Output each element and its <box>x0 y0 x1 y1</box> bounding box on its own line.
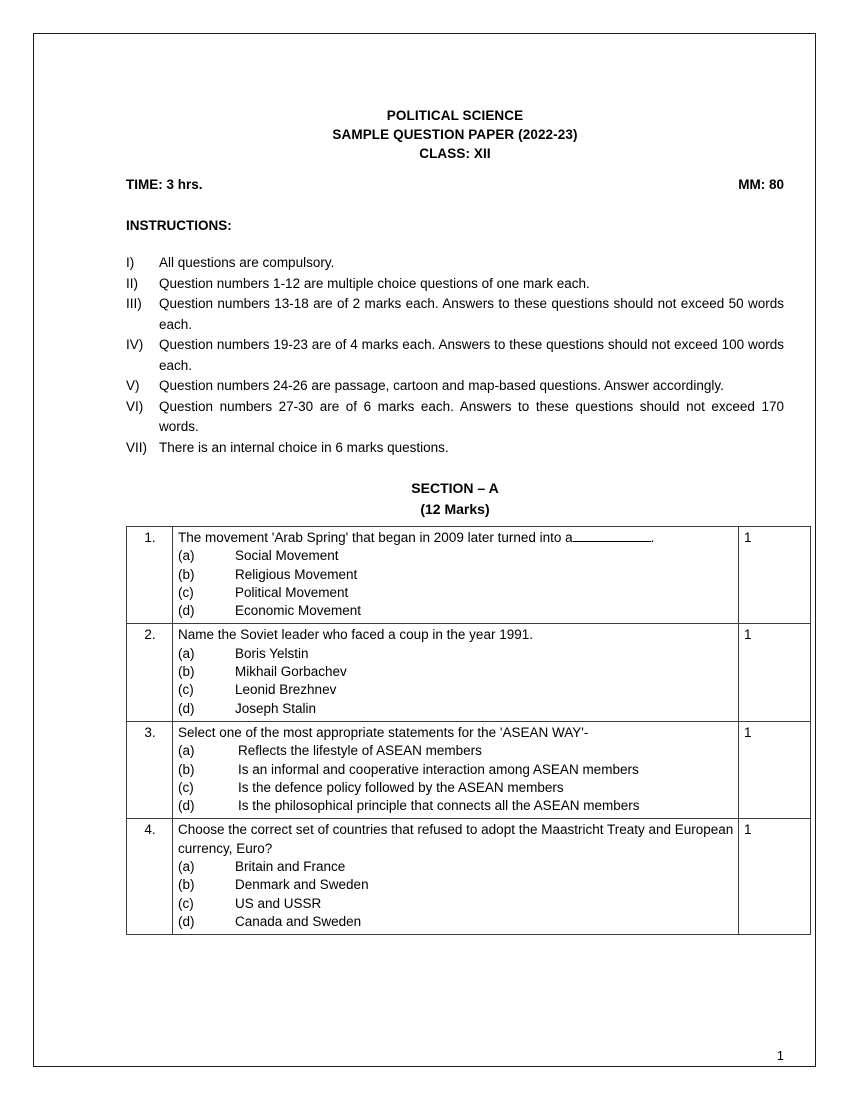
instruction-item <box>126 294 784 335</box>
option-row <box>178 913 734 931</box>
option-label: (b) <box>178 877 195 893</box>
question-body <box>173 527 739 624</box>
table-row <box>127 527 811 624</box>
instruction-number: II) <box>126 275 138 291</box>
time-marks-row <box>126 177 784 192</box>
instruction-text: Question numbers 24-26 are passage, cartoon and map-based questions. Answer accordingly. <box>159 378 724 393</box>
instruction-item <box>126 335 784 376</box>
instruction-text: Question numbers 27-30 are of 6 marks each. Answers to these questions should not exceed 170 words. <box>159 398 784 434</box>
questions-table <box>126 526 811 935</box>
option-label: (c) <box>178 584 194 600</box>
option-text: Political Movement <box>235 584 349 600</box>
instruction-item <box>126 253 784 274</box>
instruction-item <box>126 274 784 295</box>
option-row <box>178 566 734 584</box>
option-row <box>178 797 734 815</box>
option-text: Religious Movement <box>235 566 358 582</box>
instruction-number: V) <box>126 378 140 393</box>
instruction-item <box>126 438 784 459</box>
question-number: 2. <box>127 624 173 721</box>
table-row <box>127 624 811 721</box>
question-stem-text: The movement 'Arab Spring' that began in 2009 later turned into a <box>178 530 573 545</box>
option-text: Is an informal and cooperative interaction among ASEAN members <box>238 761 639 777</box>
option-row <box>178 742 734 760</box>
question-body <box>173 721 739 818</box>
instruction-text: Question numbers 19-23 are of 4 marks each. Answers to these questions should not exceed 100 words each. <box>159 337 784 373</box>
option-text: Joseph Stalin <box>235 700 317 716</box>
instruction-number: VII) <box>126 439 148 455</box>
option-label: (a) <box>178 859 195 875</box>
option-text: Economic Movement <box>235 603 362 619</box>
option-row <box>178 858 734 876</box>
question-marks: 1 <box>739 624 811 721</box>
option-label: (c) <box>178 895 194 911</box>
option-row <box>178 700 734 718</box>
option-text: Is the defence policy followed by the ASEAN members <box>238 779 564 795</box>
table-row <box>127 819 811 935</box>
option-label: (b) <box>178 761 195 777</box>
option-row <box>178 876 734 894</box>
option-label: (a) <box>178 743 195 759</box>
option-label: (d) <box>178 700 195 716</box>
option-row <box>178 681 734 699</box>
option-row <box>178 547 734 565</box>
option-label: (d) <box>178 603 195 619</box>
instructions-list <box>126 253 784 458</box>
instruction-number: I) <box>126 255 135 270</box>
question-number: 4. <box>127 819 173 935</box>
option-row <box>178 779 734 797</box>
max-marks-label: MM: 80 <box>738 177 784 192</box>
instruction-text: Question numbers 13-18 are of 2 marks each. Answers to these questions should not exceed 50 words each. <box>159 296 784 332</box>
instruction-number: III) <box>126 296 142 311</box>
option-row <box>178 895 734 913</box>
option-text: Denmark and Sweden <box>235 877 369 893</box>
page-content <box>126 34 784 1063</box>
question-body <box>173 624 739 721</box>
page-number: 1 <box>776 1048 784 1063</box>
instruction-number: IV) <box>126 337 144 352</box>
instruction-text: All questions are compulsory. <box>159 255 335 270</box>
question-body <box>173 819 739 935</box>
page-border <box>33 33 816 1067</box>
paper-class: CLASS: XII <box>419 146 491 161</box>
instruction-number: VI) <box>126 398 144 414</box>
question-stem: Name the Soviet leader who faced a coup in the year 1991. <box>178 627 533 643</box>
section-heading <box>126 478 784 520</box>
question-stem <box>178 529 734 547</box>
question-marks: 1 <box>739 527 811 624</box>
question-stem: Choose the correct set of countries that refused to adopt the Maastricht Treaty and European currency, Euro? <box>178 822 734 856</box>
option-row <box>178 602 734 620</box>
question-number: 3. <box>127 721 173 818</box>
instruction-item <box>126 376 784 397</box>
option-label: (a) <box>178 645 195 661</box>
table-row <box>127 721 811 818</box>
answer-blank <box>573 530 651 542</box>
option-text: Mikhail Gorbachev <box>235 664 347 680</box>
instruction-text: Question numbers 1-12 are multiple choice questions of one mark each. <box>159 275 590 291</box>
option-label: (a) <box>178 548 195 564</box>
option-text: Boris Yelstin <box>235 645 309 661</box>
question-marks: 1 <box>739 721 811 818</box>
question-stem: Select one of the most appropriate statements for the 'ASEAN WAY'- <box>178 724 589 740</box>
option-label: (d) <box>178 913 195 929</box>
section-marks: (12 Marks) <box>420 501 490 517</box>
document-heading <box>126 106 784 163</box>
paper-type: SAMPLE QUESTION PAPER (2022-23) <box>332 127 578 142</box>
instructions-title: INSTRUCTIONS: <box>126 218 232 233</box>
option-row <box>178 663 734 681</box>
paper-subject: POLITICAL SCIENCE <box>386 108 524 123</box>
option-label: (d) <box>178 798 195 814</box>
question-number: 1. <box>127 527 173 624</box>
time-label: TIME: 3 hrs. <box>126 177 203 192</box>
option-label: (b) <box>178 664 195 680</box>
option-text: Canada and Sweden <box>235 913 362 929</box>
option-text: Is the philosophical principle that connects all the ASEAN members <box>238 798 640 814</box>
option-text: Leonid Brezhnev <box>235 682 337 698</box>
instruction-text: There is an internal choice in 6 marks questions. <box>159 439 449 455</box>
question-marks: 1 <box>739 819 811 935</box>
option-row <box>178 584 734 602</box>
option-label: (c) <box>178 682 194 698</box>
option-text: Reflects the lifestyle of ASEAN members <box>238 743 482 759</box>
option-text: US and USSR <box>235 895 322 911</box>
option-label: (b) <box>178 566 195 582</box>
section-title: SECTION – A <box>411 480 499 496</box>
option-row <box>178 645 734 663</box>
question-stem-tail: . <box>650 530 655 545</box>
instruction-item <box>126 397 784 438</box>
option-label: (c) <box>178 779 194 795</box>
option-text: Social Movement <box>235 548 339 564</box>
option-row <box>178 761 734 779</box>
option-text: Britain and France <box>235 859 346 875</box>
